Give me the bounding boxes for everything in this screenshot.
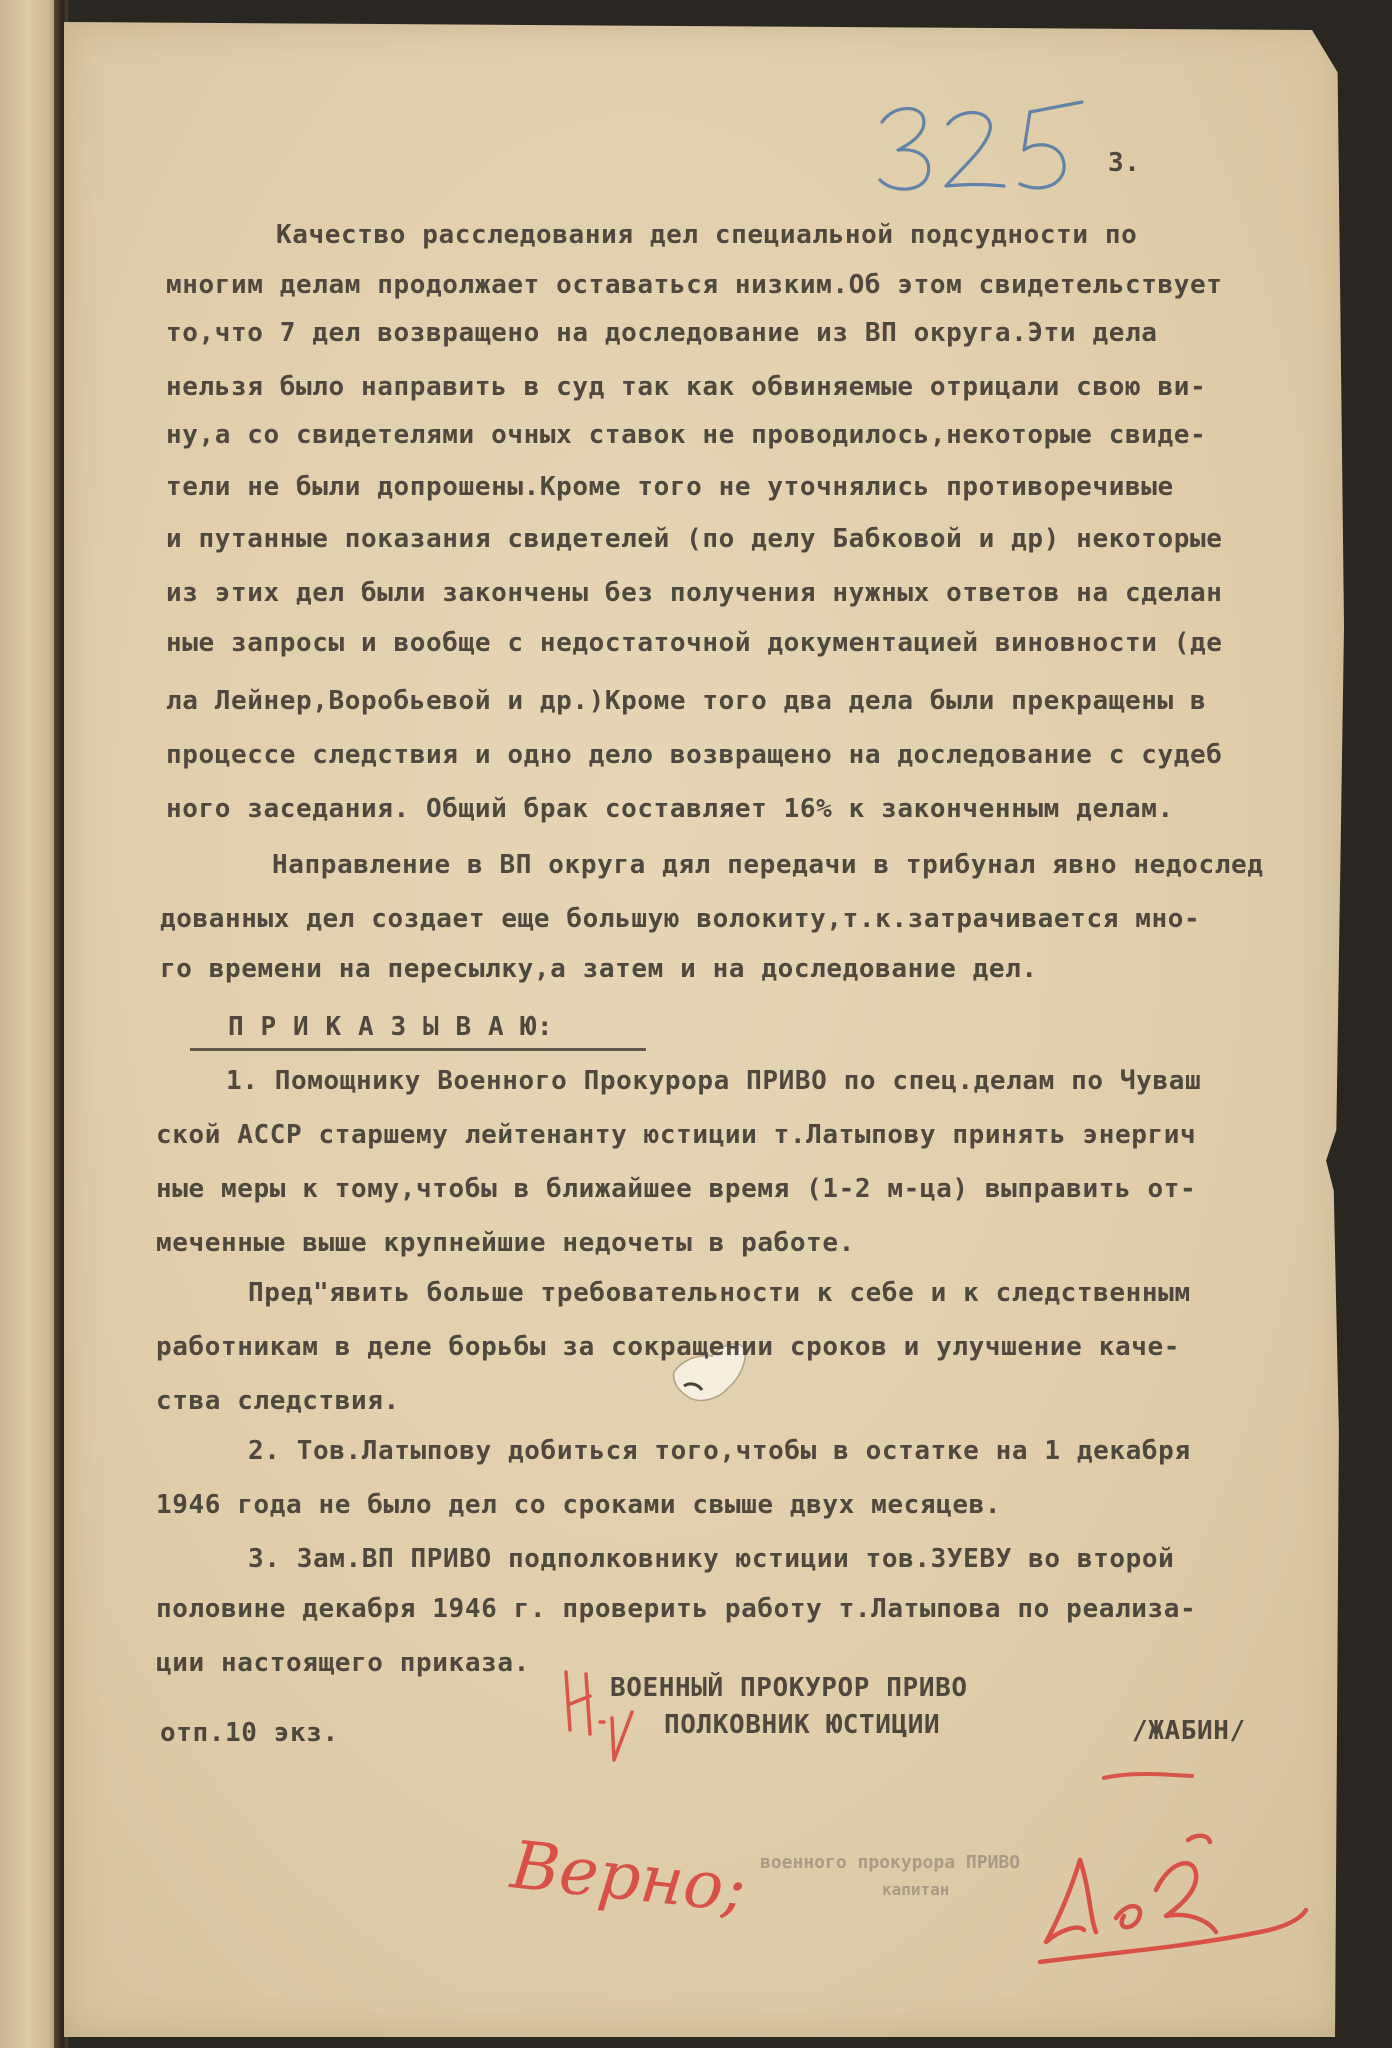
signatory-title-line2: ПОЛКОВНИК ЮСТИЦИИ	[664, 1710, 941, 1740]
page-number: 3.	[1108, 148, 1141, 178]
paragraph-1-line-5: ну,а со свидетелями очных ставок не проводилось,некоторые свиде-	[166, 420, 1207, 450]
paragraph-1-line-9: ные запросы и вообще с недостаточной документацией виновности (де	[166, 628, 1223, 658]
order-item-2-line-1: Пред"явить больше требовательности к себе и к следственным	[248, 1278, 1191, 1308]
previous-page-edge	[0, 0, 62, 2048]
paragraph-1-line-10: ла Лейнер,Воробьевой и др.)Кроме того два дела были прекращены в	[166, 686, 1207, 716]
paragraph-2-line-3: го времени на пересылку,а затем и на доследование дел.	[160, 954, 1038, 984]
order-item-1-line-3: ные меры к тому,чтобы в ближайшее время (1-2 м-ца) выправить от-	[156, 1174, 1197, 1204]
paragraph-1-line-12: ного заседания. Общий брак составляет 16% к законченным делам.	[166, 794, 1174, 824]
order-item-1-line-2: ской АССР старшему лейтенанту юстиции т.Латыпову принять энергич	[156, 1120, 1197, 1150]
certification-stamp-line2: капитан	[882, 1880, 950, 1899]
paragraph-1-line-2: многим делам продолжает оставаться низким.Об этом свидетельствует	[166, 270, 1223, 300]
order-heading: П Р И К А З Ы В А Ю:	[228, 1012, 554, 1042]
order-item-4-line-3: ции настоящего приказа.	[156, 1648, 530, 1678]
paragraph-1-line-4: нельзя было направить в суд так как обвиняемые отрицали свою ви-	[166, 372, 1207, 402]
svg-text:Верно;: Верно;	[507, 1826, 750, 1928]
order-item-2-line-2: работникам в деле борьбы за сокращении сроков и улучшение каче-	[156, 1332, 1180, 1362]
order-item-4-line-2: половине декабря 1946 г. проверить работу т.Латыпова по реализа-	[156, 1594, 1197, 1624]
paragraph-1-line-8: из этих дел были закончены без получения нужных ответов на сделан	[166, 578, 1223, 608]
paragraph-1-line-7: и путанные показания свидетелей (по делу Бабковой и др) некоторые	[166, 524, 1223, 554]
order-item-1-line-1: 1. Помощнику Военного Прокурора ПРИВО по спец.делам по Чуваш	[226, 1066, 1202, 1096]
paragraph-1-line-1: Качество расследования дел специальной подсудности по	[276, 220, 1138, 250]
paragraph-1-line-6: тели не были допрошены.Кроме того не уточнялись противоречивые	[166, 472, 1174, 502]
order-item-2-line-3: ства следствия.	[156, 1386, 400, 1416]
signatory-title-line1: ВОЕННЫЙ ПРОКУРОР ПРИВО	[610, 1673, 968, 1703]
paragraph-1-line-11: процессе следствия и одно дело возвращено на доследование с судеб	[166, 740, 1223, 770]
paragraph-2-line-1: Направление в ВП округа дял передачи в трибунал явно недослед	[272, 850, 1264, 880]
heading-underline	[190, 1048, 646, 1051]
copies-note: отп.10 экз.	[160, 1718, 339, 1748]
paragraph-2-line-2: дованных дел создает еще большую волокиту,т.к.затрачивается мно-	[160, 904, 1201, 934]
order-item-4-line-1: 3. Зам.ВП ПРИВО подполковнику юстиции тов.ЗУЕВУ во второй	[248, 1544, 1175, 1574]
order-item-1-line-4: меченные выше крупнейшие недочеты в работе.	[156, 1228, 855, 1258]
paragraph-1-line-3: то,что 7 дел возвращено на доследование из ВП округа.Эти дела	[166, 318, 1158, 348]
certification-stamp-line1: военного прокурора ПРИВО	[760, 1852, 1021, 1873]
signatory-name: /ЖАБИН/	[1132, 1716, 1246, 1746]
order-item-3-line-1: 2. Тов.Латыпову добиться того,чтобы в остатке на 1 декабря	[248, 1436, 1191, 1466]
order-item-3-line-2: 1946 года не было дел со сроками свыше двух месяцев.	[156, 1490, 1002, 1520]
